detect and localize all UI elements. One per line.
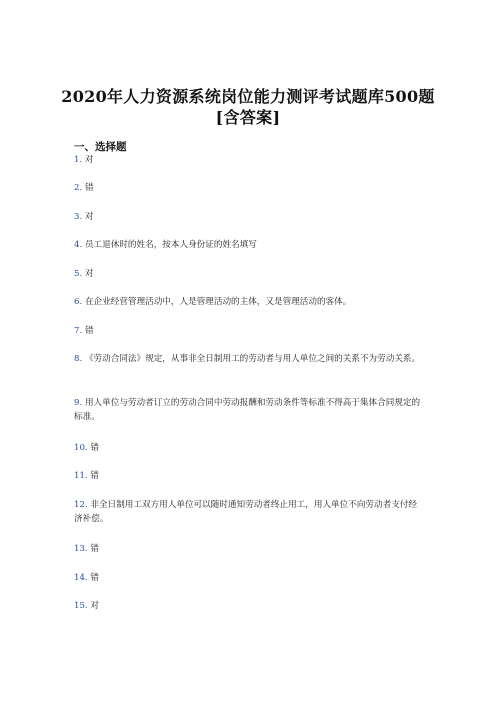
item-text: 对 [90, 601, 100, 611]
item-number: 8. [74, 354, 83, 364]
item-number: 1. [74, 155, 83, 165]
list-item [74, 599, 424, 613]
item-number: 5. [74, 269, 83, 279]
list-item [74, 181, 424, 195]
item-text: 错 [84, 183, 94, 193]
list-item [74, 210, 424, 224]
document-title-suffix: [含答案] [215, 108, 281, 127]
item-number: 9. [74, 398, 83, 408]
list-item [74, 324, 424, 338]
list-item [74, 295, 424, 309]
item-text: 对 [84, 269, 94, 279]
list-item [74, 542, 424, 556]
item-text: 在企业经营管理活动中，人是管理活动的主体，又是管理活动的客体。 [84, 297, 352, 307]
list-item [74, 352, 424, 366]
item-text: 员工退休时的姓名，按本人身份证的姓名填写 [84, 240, 257, 250]
list-item [74, 441, 424, 455]
item-number: 14. [74, 573, 88, 583]
item-text: 错 [90, 443, 100, 453]
list-item [74, 396, 424, 424]
item-text: 错 [84, 326, 94, 336]
item-number: 10. [74, 443, 88, 453]
section-heading: 一、选择题 [74, 141, 127, 153]
item-number: 13. [74, 544, 88, 554]
item-text: 用人单位与劳动者订立的劳动合同中劳动报酬和劳动条件等标准不得高于集体合同规定的标准。 [74, 398, 421, 422]
item-text: 错 [90, 544, 100, 554]
item-text: 错 [90, 471, 100, 481]
item-text: 非全日制用工双方用人单位可以随时通知劳动者终止用工，用人单位不向劳动者支付经济补偿。 [74, 500, 417, 524]
list-item [74, 571, 424, 585]
item-number: 3. [74, 212, 83, 222]
list-item [74, 267, 424, 281]
list-item [74, 153, 424, 167]
item-number: 11. [74, 471, 88, 481]
item-number: 2. [74, 183, 83, 193]
item-number: 4. [74, 240, 83, 250]
list-item [74, 498, 424, 526]
item-text: 《劳动合同法》规定，从事非全日制用工的劳动者与用人单位之间的关系不为劳动关系。 [84, 354, 421, 364]
item-number: 12. [74, 500, 88, 510]
item-text: 对 [84, 155, 94, 165]
item-number: 6. [74, 297, 83, 307]
list-item [74, 238, 424, 252]
item-number: 15. [74, 601, 88, 611]
item-text: 错 [90, 573, 100, 583]
item-text: 对 [84, 212, 94, 222]
document-title: 2020年人力资源系统岗位能力测评考试题库500题 [61, 87, 435, 106]
item-number: 7. [74, 326, 83, 336]
list-item [74, 469, 424, 483]
